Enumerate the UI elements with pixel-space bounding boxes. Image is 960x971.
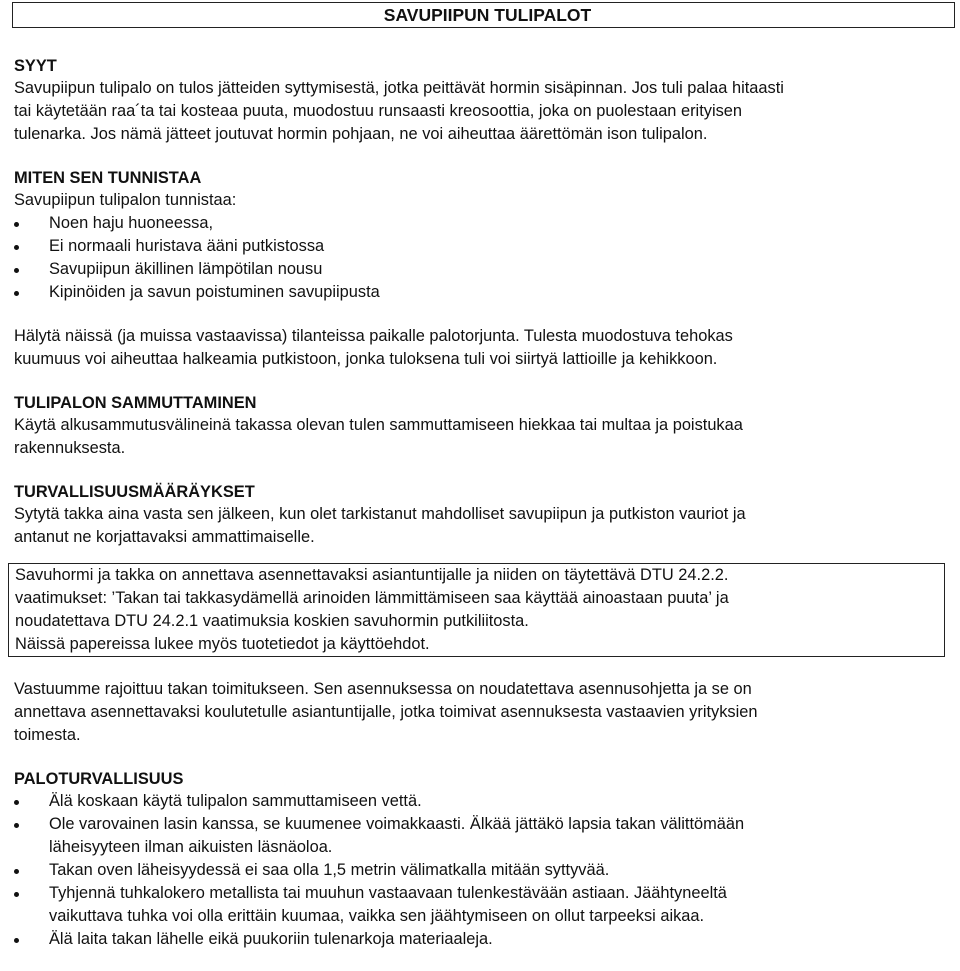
list-item: Ei normaali huristava ääni putkistossa <box>14 235 954 258</box>
heading-maaraykset: TURVALLISUUSMÄÄRÄYKSET <box>14 483 255 501</box>
section-vastuu <box>14 678 954 747</box>
maaraykset-paragraph <box>14 503 954 549</box>
heading-tunnistaa: MITEN SEN TUNNISTAA <box>14 169 202 187</box>
text-line: Sytytä takka aina vasta sen jälkeen, kun olet tarkistanut mahdolliset savupiipun ja putkiston vauriot ja <box>14 505 746 523</box>
list-item: Savupiipun äkillinen lämpötilan nousu <box>14 258 954 281</box>
section-maaraykset <box>14 481 954 657</box>
text-line: annettava asennettavaksi koulutetulle asiantuntijalle, jotka toimivat asennuksesta vastaavien yrityksien <box>14 703 758 721</box>
tunnistaa-paragraph <box>14 325 954 371</box>
document-title: SAVUPIIPUN TULIPALOT <box>383 5 592 25</box>
section-sammuttaminen <box>14 392 954 460</box>
syyt-paragraph <box>14 77 954 146</box>
text-line: Hälytä näissä (ja muissa vastaavissa) tilanteissa paikalle palotorjunta. Tulesta muodostuva tehokas <box>14 327 733 345</box>
heading-paloturvallisuus: PALOTURVALLISUUS <box>14 770 184 788</box>
text-line: Takan oven läheisyydessä ei saa olla 1,5 metrin välimatkalla mitään syttyvää. <box>49 861 610 879</box>
list-item <box>14 882 954 928</box>
list-item <box>14 928 954 951</box>
text-line: Savupiipun tulipalo on tulos jätteiden syttymisestä, jotka peittävät hormin sisäpinnan. Jos tuli palaa hitaasti <box>14 79 784 97</box>
text-line: antanut ne korjattavaksi ammattimaiselle. <box>14 528 315 546</box>
text-line: Vastuumme rajoittuu takan toimitukseen. Sen asennuksessa on noudatettava asennusohjetta ja se on <box>14 680 752 698</box>
heading-sammuttaminen: TULIPALON SAMMUTTAMINEN <box>14 394 257 412</box>
vastuu-paragraph <box>14 678 954 747</box>
document-title-box <box>12 2 955 28</box>
text-line: vaatimukset: ’Takan tai takkasydämellä arinoiden lämmittämiseen saa käyttää ainoastaan puuta’ ja <box>15 589 729 607</box>
tunnistaa-list <box>14 212 954 304</box>
section-tunnistaa <box>14 167 954 371</box>
text-line: Käytä alkusammutusvälineinä takassa olevan tulen sammuttamiseen hiekkaa tai multaa ja poistukaa <box>14 416 743 434</box>
list-item <box>14 859 954 882</box>
list-item: Noen haju huoneessa, <box>14 212 954 235</box>
tunnistaa-intro: Savupiipun tulipalon tunnistaa: <box>14 191 237 209</box>
section-paloturvallisuus <box>14 768 954 951</box>
section-syyt <box>14 55 954 146</box>
paloturvallisuus-list <box>14 790 954 951</box>
text-line: tai käytetään raa´ta tai kosteaa puuta, muodostuu runsaasti kreosoottia, joka on puolestaan erityisen <box>14 102 743 120</box>
text-line: Tyhjennä tuhkalokero metallista tai muuhun vastaavaan tulenkestävään astiaan. Jäähtyneeltä <box>49 884 727 902</box>
text-line: Älä koskaan käytä tulipalon sammuttamiseen vettä. <box>49 792 422 810</box>
text-line: noudatettava DTU 24.2.1 vaatimuksia koskien savuhormin putkiliitosta. <box>15 612 529 630</box>
requirements-box <box>8 563 945 657</box>
list-item <box>14 813 954 859</box>
document-body <box>14 55 954 951</box>
text-line: Älä laita takan lähelle eikä puukoriin tulenarkoja materiaaleja. <box>49 930 493 948</box>
sammuttaminen-paragraph <box>14 414 954 460</box>
text-line: rakennuksesta. <box>14 439 126 457</box>
text-line: kuumuus voi aiheuttaa halkeamia putkistoon, jonka tuloksena tuli voi siirtyä lattioille ja kehikkoon. <box>14 350 718 368</box>
text-line: läheisyyteen ilman aikuisten läsnäoloa. <box>49 838 333 856</box>
text-line: Savuhormi ja takka on annettava asennettavaksi asiantuntijalle ja niiden on täytettävä DTU 24.2.2. <box>15 566 729 584</box>
list-item: Kipinöiden ja savun poistuminen savupiipusta <box>14 281 954 304</box>
text-line: Näissä papereissa lukee myös tuotetiedot ja käyttöehdot. <box>15 635 430 653</box>
heading-syyt: SYYT <box>14 57 57 75</box>
list-item <box>14 790 954 813</box>
text-line: Ole varovainen lasin kanssa, se kuumenee voimakkaasti. Älkää jättäkö lapsia takan välittömään <box>49 815 745 833</box>
text-line: tulenarka. Jos nämä jätteet joutuvat hormin pohjaan, ne voi aiheuttaa äärettömän ison tulipalon. <box>14 125 708 143</box>
text-line: vaikuttava tuhka voi olla erittäin kuumaa, vaikka sen jäähtymiseen on ollut tarpeeksi aikaa. <box>49 907 705 925</box>
text-line: toimesta. <box>14 726 81 744</box>
